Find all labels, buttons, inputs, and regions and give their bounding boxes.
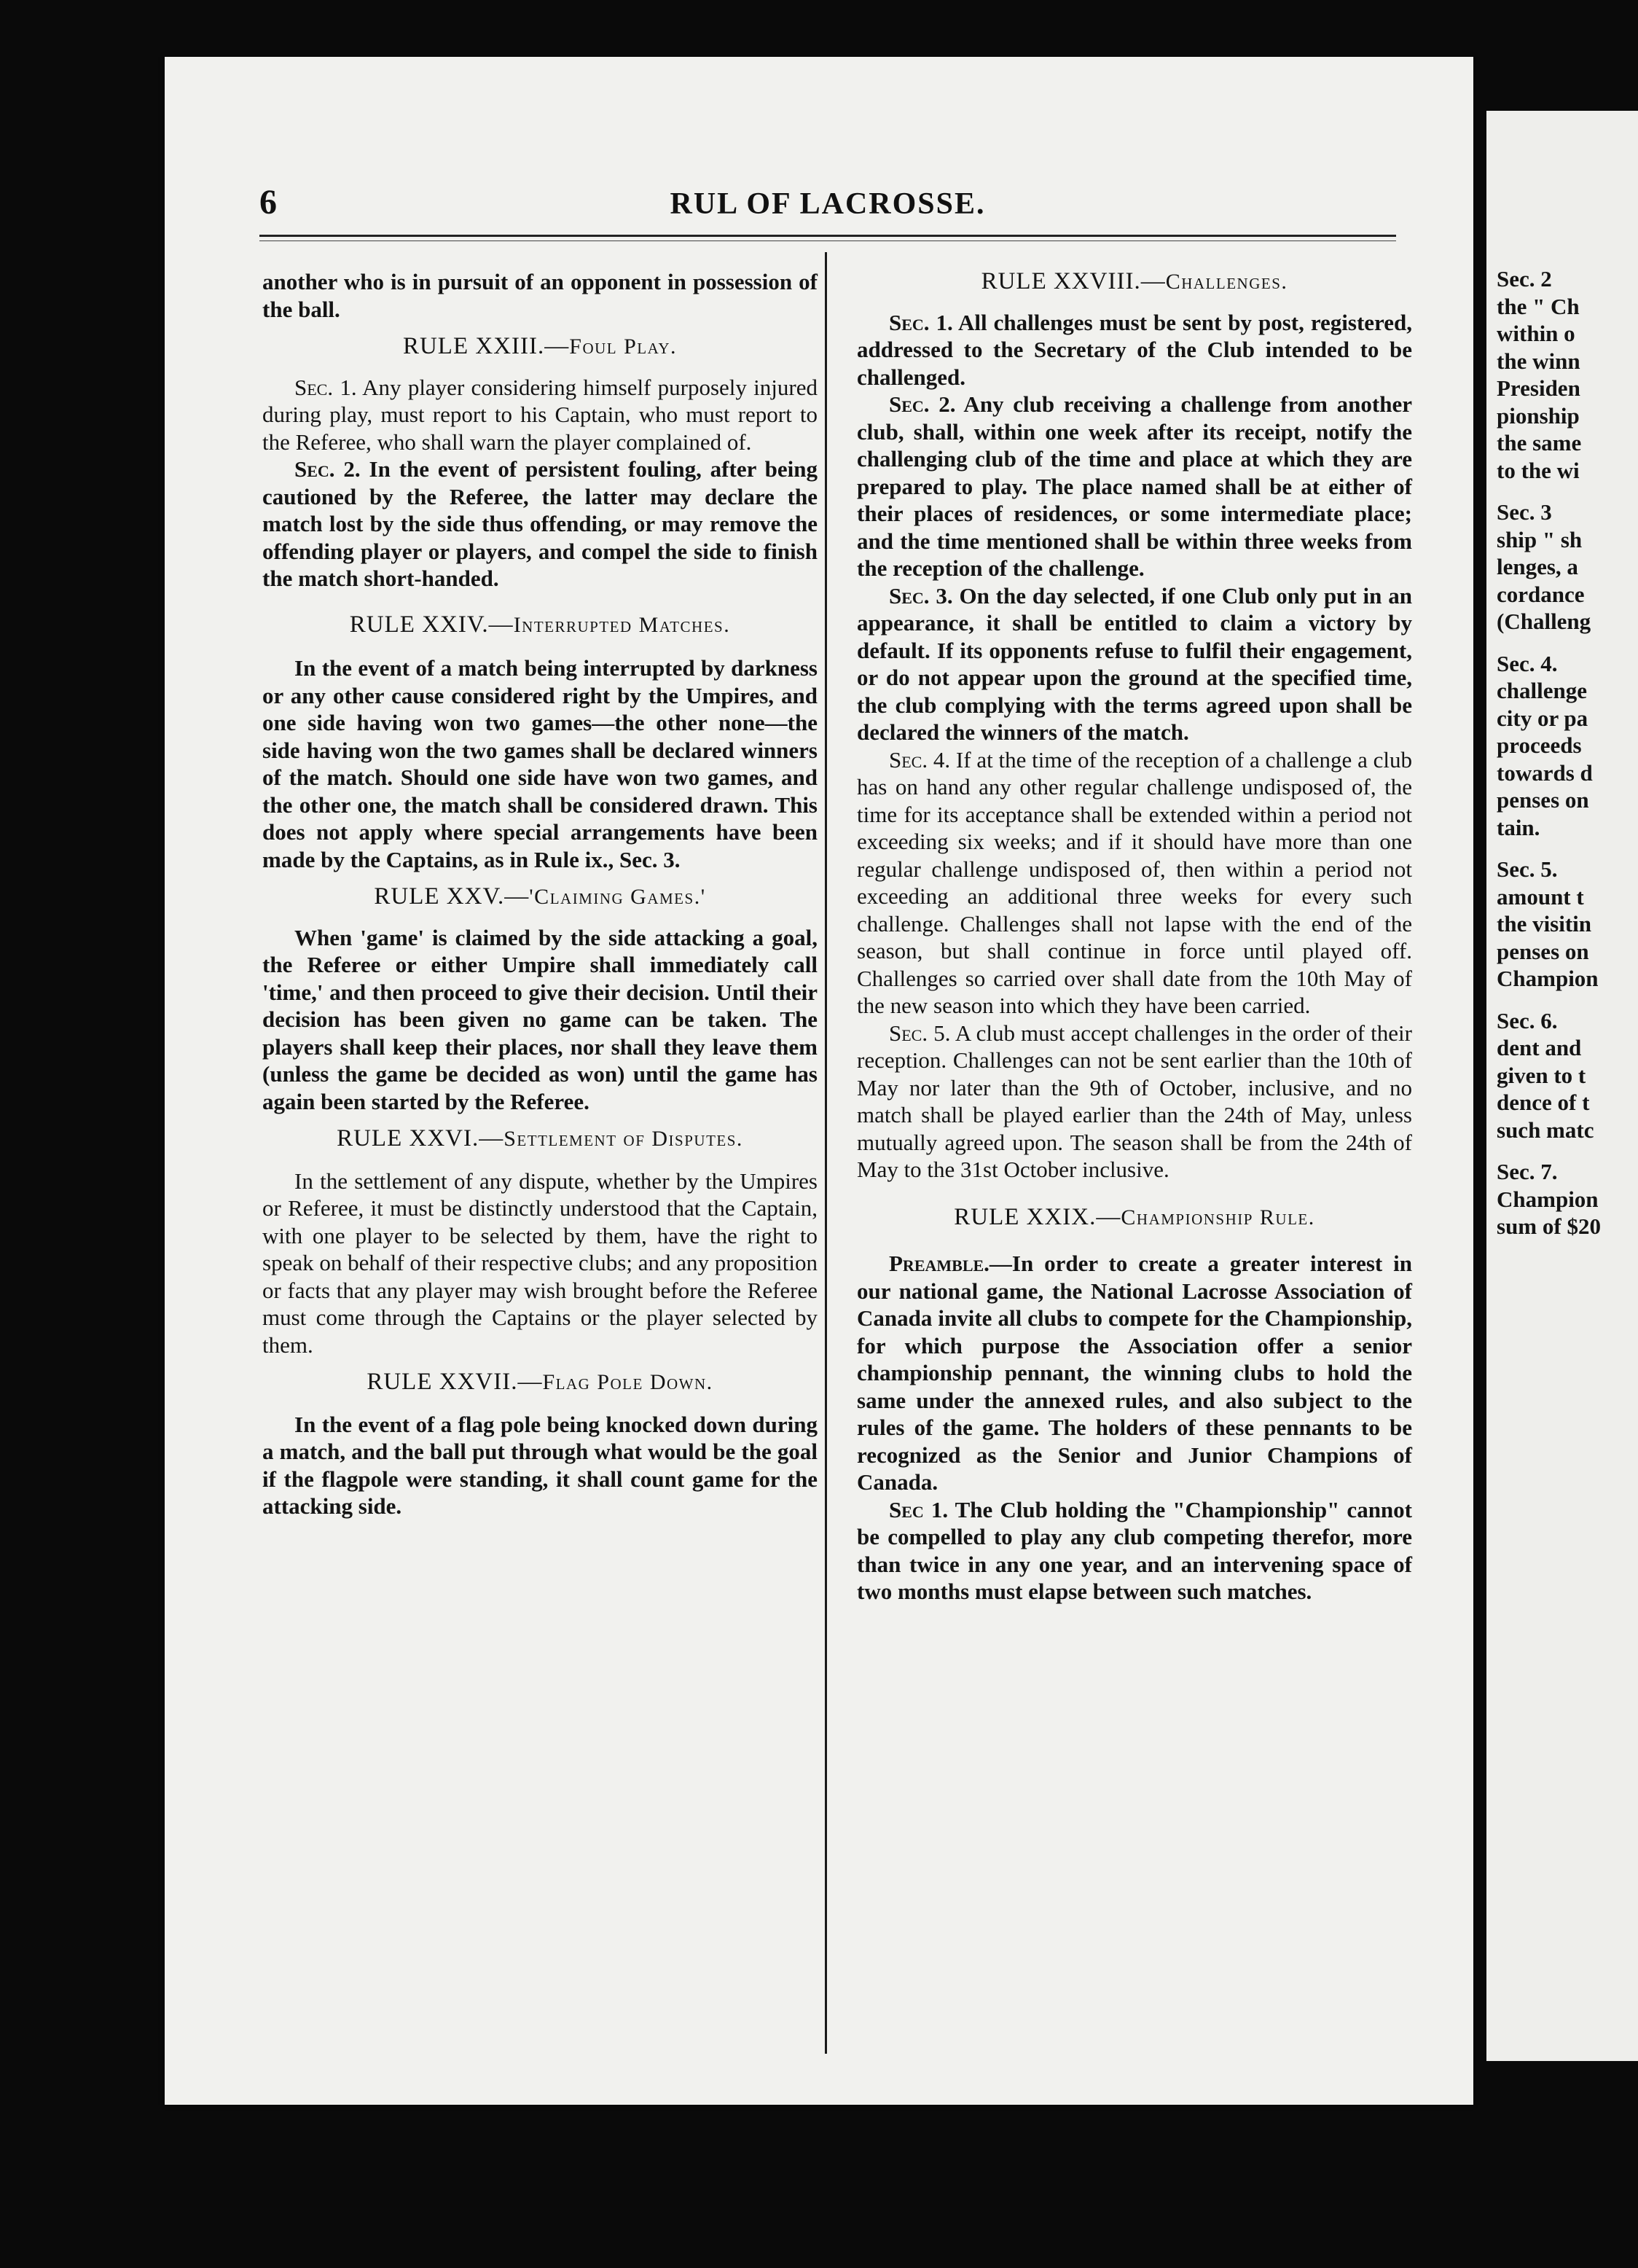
- rule-27-text: In the event of a flag pole being knocked down during a match, and the ball put through what would be the goal if the flagpole were standing, it shall count game for the attacking side.: [262, 1411, 818, 1519]
- next-page-line: Champion: [1497, 1186, 1599, 1212]
- next-page-line: Champion: [1497, 966, 1599, 991]
- sec-text: 1. The Club holding the "Championship" cannot be compelled to play any club competing therefor, more than twice in any one year, and an intervening space of two months must elapse between such matches.: [857, 1496, 1412, 1604]
- column-divider: [825, 252, 827, 2054]
- sec-label: Sec.: [294, 456, 335, 482]
- rule-25-text: When 'game' is claimed by the side attacking a goal, the Referee or either Umpire shall immediately call 'time,' and then proceed to give their decision. Until their decision has been given no game can be taken. The players shall keep their places, nor shall they leave them (unless the game be decided as won) until the game has again been started by the Referee.: [262, 924, 818, 1114]
- next-page-line: tain.: [1497, 814, 1540, 840]
- sec-text: 3. On the day selected, if one Club only put in an appearance, it shall be entitled to claim a victory by default. If its opponents refuse to fulfil their engagement, or do not appear upon the ground at the specified time, the club complying with the terms agreed upon shall be declared the winners of the match.: [857, 582, 1412, 745]
- rule-23-sec-1: [262, 374, 818, 456]
- running-head: RUL OF LACROSSE.: [670, 187, 986, 221]
- left-column: [262, 268, 818, 1520]
- rule-24-title: Interrupted Matches.: [513, 612, 731, 637]
- rule-28-sec-2: [857, 391, 1412, 582]
- preamble-text: —In order to create a greater interest in our national game, the National Lacrosse Association of Canada invite all clubs to compete for the Championship, for which purpose the Association offer a senior championship pennant, the winning clubs to hold the same under the annexed rules, and also subject to the rules of the game. The holders of these pennants to be recognized as the Senior and Junior Champions of Canada.: [857, 1251, 1412, 1495]
- sec-label: Sec.: [889, 582, 930, 609]
- rule-28-sec-1: [857, 309, 1412, 391]
- rule-25-heading: [262, 883, 818, 911]
- rule-23-title: Foul Play.: [569, 335, 678, 359]
- rule-28-number: RULE XXVIII.—: [981, 268, 1166, 294]
- line-spacer: [1497, 636, 1638, 650]
- rule-26-title: Settlement of Disputes.: [503, 1127, 743, 1151]
- rule-29-title: Championship Rule.: [1121, 1205, 1315, 1229]
- next-page-line: the winn: [1497, 348, 1580, 374]
- next-page-line: the " Ch: [1497, 293, 1580, 319]
- line-spacer: [1497, 841, 1638, 856]
- next-page-line: Sec. 4.: [1497, 650, 1558, 676]
- rule-28-sec-3: [857, 582, 1412, 746]
- preamble-label: Preamble.: [889, 1251, 990, 1276]
- next-page-line: such matc: [1497, 1117, 1594, 1143]
- continuation-text: another who is in pursuit of an opponent in possession of the ball.: [262, 269, 818, 322]
- next-page-line: Sec. 2: [1497, 266, 1552, 292]
- next-page-line: to the wi: [1497, 457, 1580, 483]
- book-page: [165, 57, 1473, 2105]
- sec-label: Sec.: [889, 309, 930, 335]
- next-page-line: the visitin: [1497, 911, 1592, 936]
- header-rule: [259, 235, 1396, 237]
- sec-label: Sec.: [889, 391, 930, 417]
- rule-28-heading: [857, 268, 1412, 296]
- sec-text: 5. A club must accept challenges in the order of their reception. Challenges can not be sent earlier than the 10th of May nor later than the 9th of October, inclusive, and no match shall be played earlier than the 24th of May, unless mutually agreed upon. The season shall be from the 24th of May to the 31st October inclusive.: [857, 1020, 1412, 1182]
- rule-29-heading: [857, 1204, 1412, 1232]
- page-header: [259, 182, 1396, 233]
- sec-text: 2. Any club receiving a challenge from another club, shall, within one week after its receipt, notify the challenging club of the time and place at which they are prepared to play. The place named shall be at either of their places of residences, or some intermediate place; and the time mentioned shall be within three weeks from the reception of the challenge.: [857, 391, 1412, 581]
- rule-23-heading: [262, 333, 818, 361]
- next-page-line: pionship: [1497, 402, 1580, 429]
- rule-24-heading: [262, 611, 818, 639]
- next-page-line: challenge: [1497, 678, 1587, 703]
- next-page-line: dence of t: [1497, 1090, 1590, 1115]
- next-page-line: Sec. 6.: [1497, 1007, 1558, 1033]
- next-page-fragment: [1486, 111, 1638, 2061]
- next-page-line: penses on: [1497, 787, 1589, 813]
- rule-29-sec-1: [857, 1496, 1412, 1606]
- next-page-line: amount t: [1497, 883, 1584, 910]
- line-spacer: [1497, 993, 1638, 1007]
- next-page-line: sum of $20: [1497, 1213, 1601, 1239]
- rule-28-sec-4: [857, 746, 1412, 1020]
- rule-29-preamble: [857, 1250, 1412, 1496]
- next-page-line: given to t: [1497, 1062, 1586, 1088]
- rule-23-number: RULE XXIII.—: [402, 333, 570, 359]
- rule-25-number: RULE XXV.—: [374, 883, 530, 910]
- page-number: 6: [259, 183, 277, 222]
- next-page-line: proceeds: [1497, 732, 1582, 758]
- rule-27-number: RULE XXVII.—: [367, 1369, 543, 1395]
- rule-28-title: Challenges.: [1165, 270, 1288, 294]
- next-page-line: ship " sh: [1497, 526, 1583, 552]
- next-page-line: within o: [1497, 321, 1575, 346]
- rule-25-title: 'Claiming Games.': [529, 885, 706, 909]
- sec-text: 1. Any player considering himself purposely injured during play, must report to his Captain, who must report to the Referee, who shall warn the player complained of.: [262, 374, 818, 455]
- sec-label: Sec.: [889, 746, 928, 773]
- rule-26-number: RULE XXVI.—: [337, 1125, 504, 1151]
- line-spacer: [1497, 1143, 1638, 1158]
- rule-27-title: Flag Pole Down.: [542, 1370, 713, 1394]
- next-page-line: dent and: [1497, 1035, 1582, 1060]
- next-page-line: Sec. 7.: [1497, 1159, 1558, 1184]
- sec-label: Sec.: [294, 374, 334, 400]
- rule-28-sec-5: [857, 1020, 1412, 1184]
- next-page-line: Sec. 5.: [1497, 856, 1558, 882]
- next-page-line: the same: [1497, 430, 1582, 455]
- sec-text: 1. All challenges must be sent by post, registered, addressed to the Secretary of the Club intended to be challenged.: [857, 309, 1412, 390]
- sec-label: Sec.: [889, 1020, 928, 1046]
- rule-29-number: RULE XXIX.—: [954, 1203, 1121, 1230]
- next-page-line: Presiden: [1497, 375, 1580, 401]
- right-column: [857, 268, 1412, 1606]
- next-page-line: cordance: [1497, 581, 1585, 607]
- rule-24-number: RULE XXIV.—: [349, 611, 514, 638]
- next-page-line: Sec. 3: [1497, 499, 1552, 525]
- rule-26-text: In the settlement of any dispute, whether by the Umpires or Referee, it must be distinctly understood that the Captain, with one player to be selected by them, have the right to speak on behalf of their respective clubs; and any proposition or facts that any player may wish brought before the Referee must come through the Captains or the player selected by them.: [262, 1168, 818, 1358]
- next-page-line: city or pa: [1497, 705, 1588, 731]
- sec-label: Sec: [889, 1496, 924, 1522]
- rule-27-heading: [262, 1369, 818, 1396]
- rule-26-heading: [262, 1125, 818, 1153]
- line-spacer: [1497, 484, 1638, 498]
- next-page-line: lenges, a: [1497, 554, 1578, 579]
- rule-24-text: In the event of a match being interrupted by darkness or any other cause considered right by the Umpires, and one side having won two games—the other none—the side having won the two games shall be declared winners of the match. Should one side have won two games, and the other one, the match shall be considered drawn. This does not apply where special arrangements have been made by the Captains, as in Rule ix., Sec. 3.: [262, 655, 818, 872]
- next-page-line: penses on: [1497, 938, 1589, 964]
- next-page-text: [1497, 265, 1638, 1240]
- next-page-line: (Challeng: [1497, 609, 1591, 634]
- next-page-line: towards d: [1497, 759, 1593, 786]
- sec-text: 4. If at the time of the reception of a challenge a club has on hand any other regular challenge undisposed of, the time for its acceptance shall be extended within a period not exceeding six weeks; and if it should have more than one regular challenge undisposed of, then within a period not exceeding an additional three weeks for every such challenge. Challenges shall not lapse with the end of the season, but shall continue in force until played off. Challenges so carried over shall date from the 10th May of the new season into which they have been carried.: [857, 746, 1412, 1018]
- sec-text: 2. In the event of persistent fouling, after being cautioned by the Referee, the latter may declare the match lost by the side thus offending, or may remove the offending player or players, and compel the side to finish the match short-handed.: [262, 456, 818, 591]
- rule-23-sec-2: [262, 455, 818, 593]
